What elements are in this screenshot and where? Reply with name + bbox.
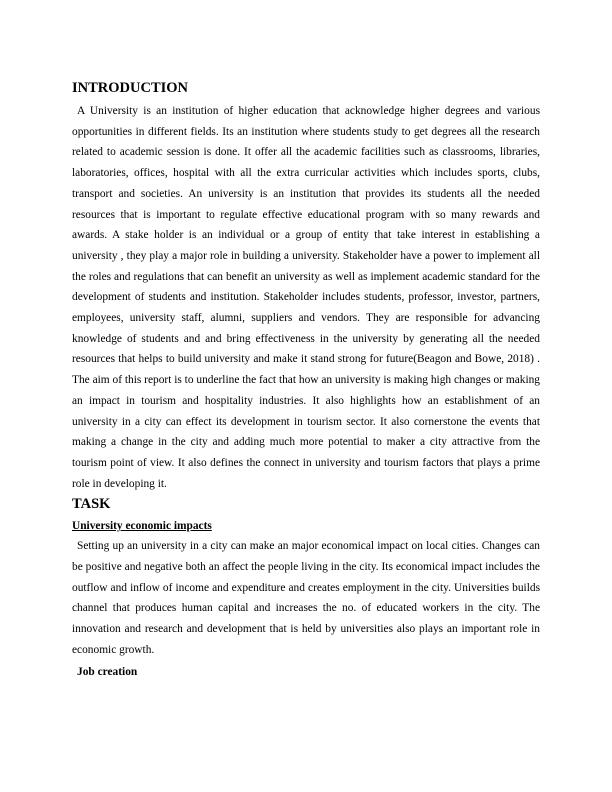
job-creation-subheading: Job creation	[77, 665, 138, 678]
introduction-heading: INTRODUCTION	[72, 80, 189, 96]
citation: (Beagon and Bowe, 2018)	[413, 353, 534, 366]
introduction-text-part-1: A University is an institution of higher education that acknowledge higher degrees and various opportunities in different fields. Its an institution where students study to get degrees all the research related to academic session is done. It offer all the academic facilities such as classrooms, libraries, laboratories, offices, hospital with all the extra curricular activities which includes sports, clubs, transport and societies. An university is an institution that provides its students all the needed resources that is important to regulate effective educational program with so many rewards and awards. A stake holder is an individual or a group of entity that take interest in establishing a university , they play a major role in building a university. Stakeholder have a power to implement all the roles and regulations that can benefit an university as well as implement academic standard for the development of students and institution. Stakeholder includes students, professor, investor, partners, employees, university staff, alumni, suppliers and vendors. They are responsible for advancing knowledge of students and and bring effectiveness in the university by generating all the needed resources that helps to build university and make it stand strong for future	[72, 105, 540, 366]
task-heading: TASK	[72, 496, 111, 513]
economic-impacts-subheading: University economic impacts	[72, 520, 212, 533]
introduction-paragraph	[72, 101, 540, 494]
introduction-text-part-2: . The aim of this report is to underline the fact that how an university is making high changes or making an impact in tourism and hospitality industries. It also highlights how an establishment of an university in a city can effect its development in tourism sector. It also cornerstone the events that making a change in the city and adding much more potential to maker a city attractive from the tourism point of view. It also defines the connect in university and tourism factors that plays a prime role in developing it.	[72, 353, 540, 490]
economic-impacts-paragraph: Setting up an university in a city can make an major economical impact on local cities. Changes can be positive and negative both an affect the people living in the city. Its economical impact includes the outflow and inflow of income and expenditure and creates employment in the city. Universities builds channel that produces human capital and increases the no. of educated workers in the city. The innovation and research and development that is held by universities also plays an important role in economic growth.	[72, 540, 540, 656]
